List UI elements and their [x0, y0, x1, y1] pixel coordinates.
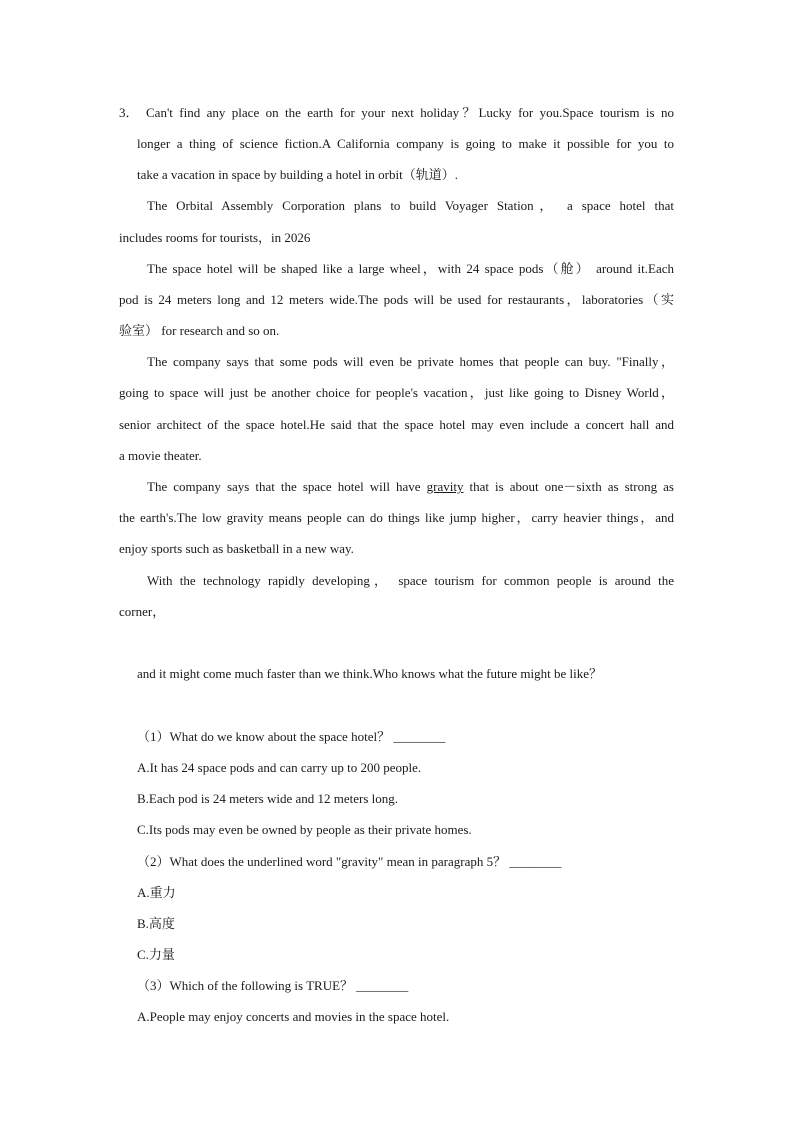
p3-line-2: pod is 24 meters long and 12 meters wide.The pods will be used for restaurants，laboratories（实: [119, 292, 674, 307]
sub-question-1-stem: （1）What do we know about the space hotel？ ________: [137, 729, 446, 744]
p4-line-2: going to space will just be another choice for people's vacation，just like going to Disney World，: [119, 385, 674, 400]
p6-line-2: corner，: [119, 604, 166, 619]
p5-line-1-before: The company says that the space hotel will have: [147, 479, 427, 494]
p6-line-1: With the technology rapidly developing， space tourism for common people is around the: [147, 573, 674, 588]
p5-line-1: [147, 479, 674, 495]
p4-line-4: a movie theater.: [119, 448, 202, 463]
sub-question-2-option-c: C.力量: [137, 947, 175, 962]
sub-question-3-option-a: A.People may enjoy concerts and movies in the space hotel.: [137, 1009, 450, 1024]
sub-question-1-option-c: C.Its pods may even be owned by people as their private homes.: [137, 822, 472, 837]
sub-question-2-option-a: A.重力: [137, 885, 176, 900]
sub-question-3-stem: （3）Which of the following is TRUE？ ________: [137, 978, 409, 993]
p2-line-2: includes rooms for tourists，in 2026: [119, 230, 311, 245]
p5-line-2: the earth's.The low gravity means people can do things like jump higher，carry heavier things，and: [119, 510, 674, 525]
sub-question-1-option-b: B.Each pod is 24 meters wide and 12 meters long.: [137, 791, 399, 806]
underlined-word-gravity: gravity: [426, 479, 464, 494]
p3-line-3: 验室） for research and so on.: [119, 323, 280, 338]
question-number: 3．: [119, 105, 139, 120]
p5-line-3: enjoy sports such as basketball in a new way.: [119, 541, 354, 556]
p3-line-1: The space hotel will be shaped like a large wheel，with 24 space pods（舱） around it.Each: [147, 261, 674, 276]
sub-question-1-option-a: A.It has 24 space pods and can carry up to 200 people.: [137, 760, 422, 775]
p4-line-1: The company says that some pods will even be private homes that people can buy. "Finally，: [147, 354, 674, 369]
intro-line-2: longer a thing of science fiction.A California company is going to make it possible for you to: [137, 136, 674, 151]
intro-line-1: Can't find any place on the earth for your next holiday？Lucky for you.Space tourism is no: [146, 105, 674, 120]
p4-line-3: senior architect of the space hotel.He said that the space hotel may even include a concert hall and: [119, 417, 674, 432]
sub-question-2-option-b: B.高度: [137, 916, 175, 931]
p7-line-1: and it might come much faster than we think.Who knows what the future might be like？: [137, 666, 603, 681]
p5-line-1-after: that is about one－sixth as strong as: [463, 479, 674, 494]
sub-question-2-stem: （2）What does the underlined word "gravity" mean in paragraph 5？ ________: [137, 854, 562, 869]
intro-line-3: take a vacation in space by building a hotel in orbit（轨道）.: [137, 167, 458, 182]
p2-line-1: The Orbital Assembly Corporation plans to build Voyager Station， a space hotel that: [147, 198, 674, 213]
